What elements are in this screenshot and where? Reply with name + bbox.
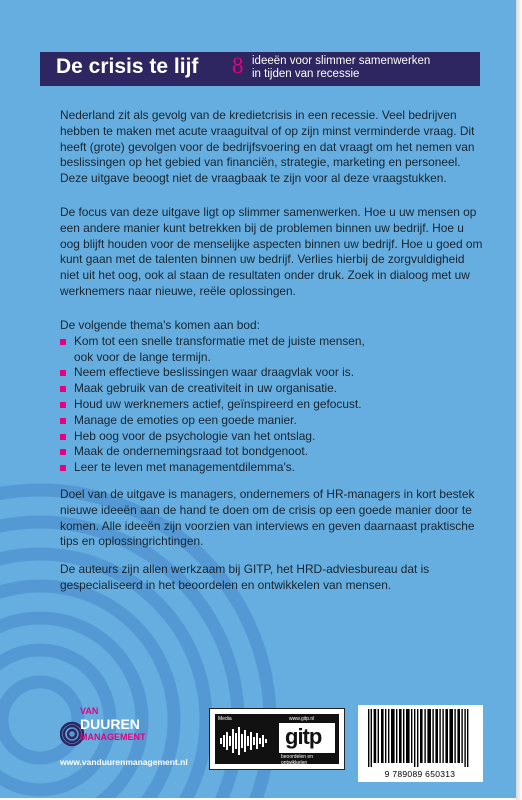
bullet-icon	[60, 434, 66, 440]
themes-section	[60, 318, 500, 476]
publisher-logo	[60, 704, 180, 752]
publisher-name-line2: DUUREN	[80, 716, 140, 732]
bullet-icon	[60, 370, 66, 376]
gitp-website: www.gitp.nl	[289, 716, 315, 722]
list-item: Heb oog voor de psychologie van het ontslag.	[60, 429, 500, 445]
list-item-continuation: ook voor de lange termijn.	[74, 349, 211, 364]
page-edge	[516, 0, 522, 800]
book-title: De crisis te lijf	[56, 55, 199, 78]
bullet-icon	[60, 339, 66, 345]
list-item: Maak gebruik van de creativiteit in uw organisatie.	[60, 381, 500, 397]
themes-intro: De volgende thema's komen aan bod:	[60, 318, 260, 332]
list-item: Neem effectieve beslissingen waar draagvlak voor is.	[60, 365, 500, 381]
gitp-logo: gitp	[279, 723, 335, 753]
authors-paragraph: De auteurs zijn allen werkzaam bij GITP, het HRD-adviesbureau dat is gespecialiseerd in het beoordelen en ontwikkelen van mensen.	[60, 562, 430, 592]
barcode-icon	[358, 705, 483, 767]
title-number: 8	[232, 53, 244, 78]
list-item: Maak de ondernemingsraad tot bondgenoot.	[60, 444, 500, 460]
publisher-name-line3: MANAGEMENT	[80, 732, 146, 742]
title-banner	[40, 52, 480, 86]
gitp-tagline: beoordelen en ontwikkelen	[281, 754, 313, 766]
gitp-logo-box	[209, 708, 345, 770]
media-label: Media	[218, 716, 232, 722]
goal-paragraph: Doel van de uitgave is managers, ondernemers of HR-managers in kort bestek nieuwe ideeën aan de hand te doen om de crisis op een goede manier door te komen. Alle ideeën zijn voorzien van interviews en geven daarnaast praktische tips en oplossingrichtingen.	[60, 487, 475, 549]
publisher-url: www.vanduurenmanagement.nl	[60, 757, 188, 767]
bullet-icon	[60, 402, 66, 408]
bullet-icon	[60, 449, 66, 455]
list-item: Manage de emoties op een goede manier.	[60, 413, 500, 429]
bullet-icon	[60, 465, 66, 471]
intro-paragraph: Nederland zit als gevolg van de kredietcrisis in een recessie. Veel bedrijven hebben te maken met acute vraaguitval of op zijn minst verminderde vraag. Dit heeft (grote) gevolgen voor de bedrijfsvoering en dat vraagt om het nemen van beslissingen op het gebied van financiën, strategie, marketing en personeel. Deze uitgave beoogt niet de vraagbaak te zijn voor al deze vraagstukken.	[60, 108, 475, 186]
bullet-icon	[60, 418, 66, 424]
isbn-number: 9 789089 650313	[384, 769, 456, 779]
isbn-barcode	[358, 705, 483, 782]
list-item: Kom tot een snelle transformatie met de juiste mensen,	[60, 334, 500, 350]
focus-paragraph: De focus van deze uitgave ligt op slimmer samenwerken. Hoe u uw mensen op een andere manier kunt betrekken bij de problemen binnen uw bedrijf. Hoe u oog blijft houden voor de menselijke aspecten binnen uw bedrijf. Hoe u goed om kunt gaan met de talenten binnen uw bedrijf. Verlies hierbij de zorgvuldigheid niet uit het oog, ook al staan de resultaten onder druk. Zoek in dialoog met uw werknemers naar nieuwe, reële oplossingen.	[60, 205, 483, 298]
waveform-icon	[218, 723, 276, 759]
list-item: Leer te leven met managementdilemma's.	[60, 460, 500, 476]
list-item: Houd uw werknemers actief, geïnspireerd en gefocust.	[60, 397, 500, 413]
book-subtitle: ideeën voor slimmer samenwerken in tijden van recessie	[252, 55, 431, 80]
publisher-name-line1: VAN	[80, 706, 99, 716]
themes-list	[60, 334, 500, 476]
bullet-icon	[60, 386, 66, 392]
